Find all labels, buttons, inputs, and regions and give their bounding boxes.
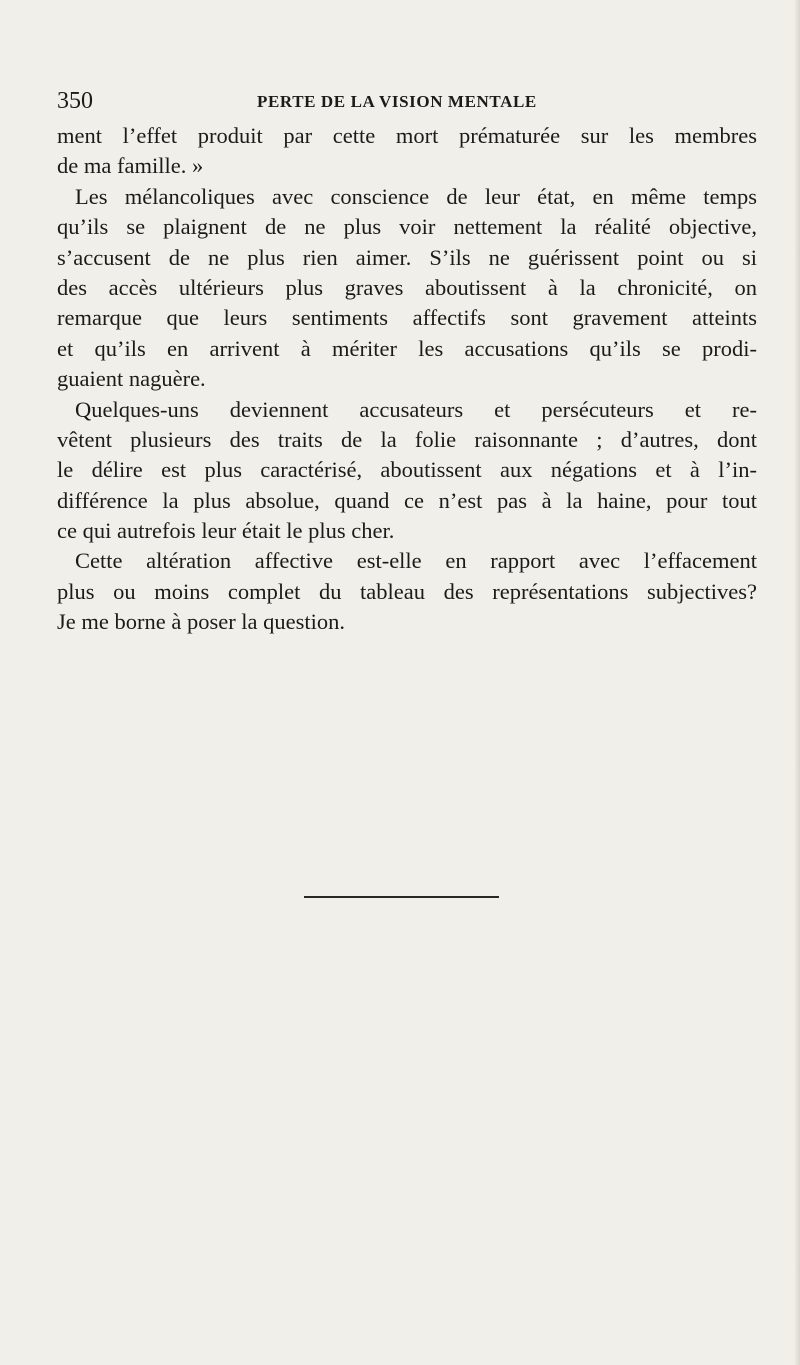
- text-line: et qu’ils en arrivent à mériter les accusations qu’ils se prodi-: [57, 335, 757, 361]
- text-line: des accès ultérieurs plus graves aboutissent à la chronicité, on: [57, 274, 757, 300]
- text-line: vêtent plusieurs des traits de la folie raisonnante ; d’autres, dont: [57, 426, 757, 452]
- text-line: remarque que leurs sentiments affectifs sont gravement atteints: [57, 305, 757, 331]
- text-line: plus ou moins complet du tableau des représentations subjectives?: [57, 578, 757, 604]
- text-line: ce qui autrefois leur était le plus cher.: [57, 518, 395, 544]
- paragraph-start-line: Quelques-uns deviennent accusateurs et persécuteurs et re-: [75, 396, 757, 422]
- text-line: différence la plus absolue, quand ce n’est pas à la haine, pour tout: [57, 487, 757, 513]
- text-line: Je me borne à poser la question.: [57, 609, 346, 635]
- text-line: guaient naguère.: [57, 366, 206, 392]
- section-rule: [304, 896, 499, 898]
- page-header: [57, 86, 757, 116]
- running-title: PERTE DE LA VISION MENTALE: [257, 92, 537, 111]
- text-line: ment l’effet produit par cette mort prématurée sur les membres: [57, 123, 757, 148]
- page-number: 350: [57, 88, 93, 114]
- text-line: qu’ils se plaignent de ne plus voir nettement la réalité objective,: [57, 214, 757, 240]
- paragraph-start-line: Les mélancoliques avec conscience de leur état, en même temps: [75, 183, 757, 209]
- paragraph-start-line: Cette altération affective est-elle en rapport avec l’effacement: [75, 548, 757, 574]
- body-text: [57, 121, 757, 638]
- text-line: le délire est plus caractérisé, aboutissent aux négations et à l’in-: [57, 457, 757, 483]
- page-edge-shadow: [794, 0, 800, 1365]
- text-line: de ma famille. »: [57, 153, 204, 179]
- text-line: s’accusent de ne plus rien aimer. S’ils ne guérissent point ou si: [57, 244, 757, 270]
